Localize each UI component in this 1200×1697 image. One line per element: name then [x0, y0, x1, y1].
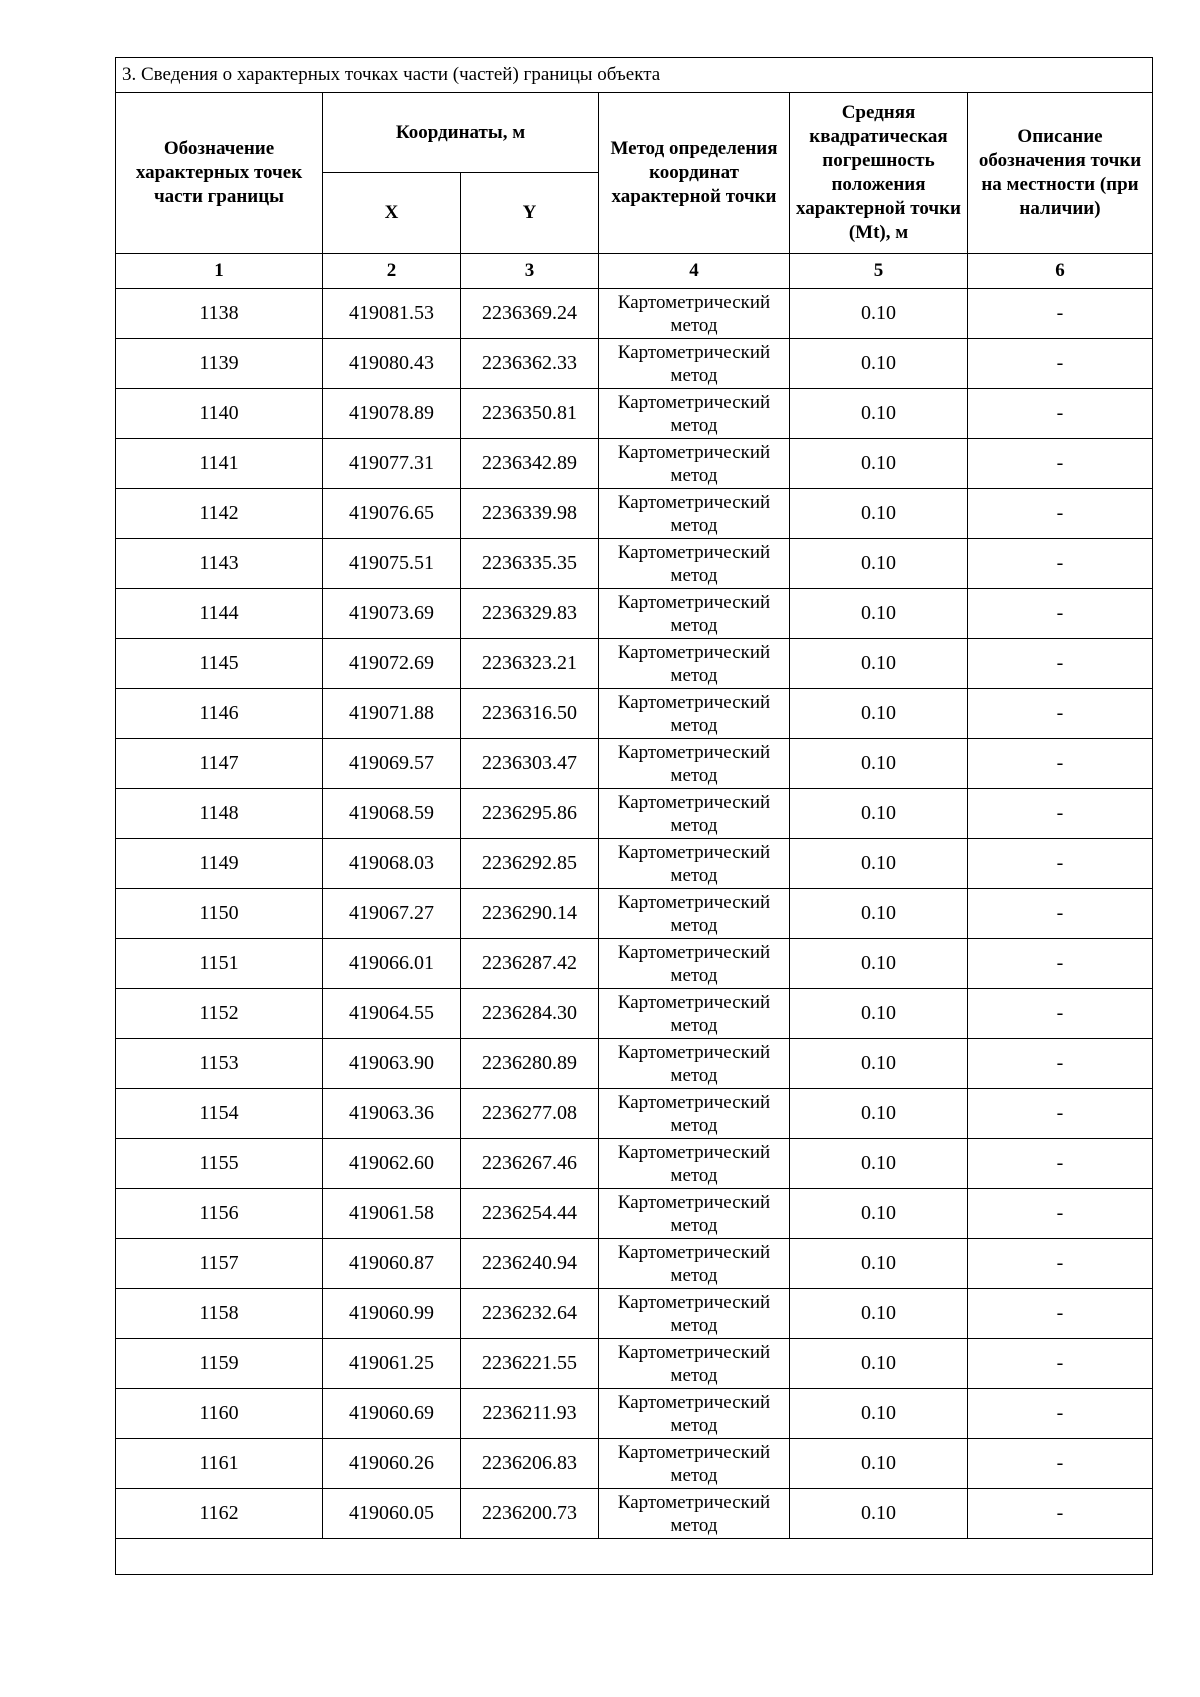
table-row	[116, 839, 1153, 889]
method-cell: Картометрический метод	[599, 1089, 790, 1139]
point-id-cell: 1159	[116, 1339, 323, 1389]
error-cell: 0.10	[790, 1439, 968, 1489]
description-cell: -	[968, 1439, 1153, 1489]
method-cell: Картометрический метод	[599, 1389, 790, 1439]
coord-x-cell: 419072.69	[323, 639, 461, 689]
description-cell: -	[968, 539, 1153, 589]
coord-y-cell: 2236369.24	[461, 289, 599, 339]
coord-x-cell: 419063.90	[323, 1039, 461, 1089]
error-cell: 0.10	[790, 989, 968, 1039]
description-cell: -	[968, 589, 1153, 639]
error-cell: 0.10	[790, 839, 968, 889]
coord-x-cell: 419073.69	[323, 589, 461, 639]
description-cell: -	[968, 1239, 1153, 1289]
coord-x-cell: 419066.01	[323, 939, 461, 989]
description-cell: -	[968, 739, 1153, 789]
method-cell: Картометрический метод	[599, 689, 790, 739]
description-cell: -	[968, 989, 1153, 1039]
coord-y-cell: 2236329.83	[461, 589, 599, 639]
coord-y-cell: 2236316.50	[461, 689, 599, 739]
point-id-cell: 1160	[116, 1389, 323, 1439]
table-row	[116, 1439, 1153, 1489]
table-row	[116, 1039, 1153, 1089]
method-cell: Картометрический метод	[599, 939, 790, 989]
table-row	[116, 1239, 1153, 1289]
coord-y-cell: 2236295.86	[461, 789, 599, 839]
coord-y-cell: 2236211.93	[461, 1389, 599, 1439]
coord-y-cell: 2236303.47	[461, 739, 599, 789]
section-title: 3. Сведения о характерных точках части (частей) границы объекта	[116, 58, 1153, 93]
coord-y-cell: 2236335.35	[461, 539, 599, 589]
description-cell: -	[968, 889, 1153, 939]
point-id-cell: 1148	[116, 789, 323, 839]
coord-y-cell: 2236221.55	[461, 1339, 599, 1389]
description-cell: -	[968, 389, 1153, 439]
point-id-cell: 1143	[116, 539, 323, 589]
description-cell: -	[968, 289, 1153, 339]
coord-x-cell: 419081.53	[323, 289, 461, 339]
point-id-cell: 1138	[116, 289, 323, 339]
table-row	[116, 1489, 1153, 1539]
header-x: X	[323, 173, 461, 254]
error-cell: 0.10	[790, 689, 968, 739]
column-number: 3	[461, 254, 599, 289]
table-row	[116, 639, 1153, 689]
column-number: 4	[599, 254, 790, 289]
method-cell: Картометрический метод	[599, 439, 790, 489]
coord-y-cell: 2236323.21	[461, 639, 599, 689]
table-row	[116, 439, 1153, 489]
description-cell: -	[968, 839, 1153, 889]
point-id-cell: 1157	[116, 1239, 323, 1289]
error-cell: 0.10	[790, 289, 968, 339]
error-cell: 0.10	[790, 339, 968, 389]
table-row	[116, 1289, 1153, 1339]
table-row	[116, 339, 1153, 389]
table-row	[116, 489, 1153, 539]
coord-x-cell: 419071.88	[323, 689, 461, 739]
error-cell: 0.10	[790, 739, 968, 789]
coord-x-cell: 419063.36	[323, 1089, 461, 1139]
coord-x-cell: 419068.03	[323, 839, 461, 889]
method-cell: Картометрический метод	[599, 489, 790, 539]
column-number-row	[116, 254, 1153, 289]
error-cell: 0.10	[790, 539, 968, 589]
header-designation: Обозначение характерных точек части границы	[116, 93, 323, 254]
coord-y-cell: 2236232.64	[461, 1289, 599, 1339]
description-cell: -	[968, 1039, 1153, 1089]
coord-x-cell: 419075.51	[323, 539, 461, 589]
empty-cell	[116, 1539, 1153, 1575]
table-row	[116, 689, 1153, 739]
error-cell: 0.10	[790, 1339, 968, 1389]
description-cell: -	[968, 1339, 1153, 1389]
coord-x-cell: 419060.99	[323, 1289, 461, 1339]
method-cell: Картометрический метод	[599, 889, 790, 939]
coord-x-cell: 419060.87	[323, 1239, 461, 1289]
error-cell: 0.10	[790, 1039, 968, 1089]
coord-y-cell: 2236280.89	[461, 1039, 599, 1089]
coord-x-cell: 419067.27	[323, 889, 461, 939]
method-cell: Картометрический метод	[599, 389, 790, 439]
coord-x-cell: 419060.05	[323, 1489, 461, 1539]
column-number: 5	[790, 254, 968, 289]
coord-y-cell: 2236277.08	[461, 1089, 599, 1139]
point-id-cell: 1151	[116, 939, 323, 989]
point-id-cell: 1158	[116, 1289, 323, 1339]
table-row	[116, 389, 1153, 439]
coord-y-cell: 2236240.94	[461, 1239, 599, 1289]
coord-x-cell: 419060.26	[323, 1439, 461, 1489]
point-id-cell: 1162	[116, 1489, 323, 1539]
table-row	[116, 1089, 1153, 1139]
table-row	[116, 939, 1153, 989]
method-cell: Картометрический метод	[599, 739, 790, 789]
error-cell: 0.10	[790, 639, 968, 689]
point-id-cell: 1142	[116, 489, 323, 539]
coord-x-cell: 419076.65	[323, 489, 461, 539]
table-row	[116, 589, 1153, 639]
table-row	[116, 1189, 1153, 1239]
table-row	[116, 789, 1153, 839]
description-cell: -	[968, 489, 1153, 539]
error-cell: 0.10	[790, 1139, 968, 1189]
column-number: 6	[968, 254, 1153, 289]
coord-x-cell: 419062.60	[323, 1139, 461, 1189]
point-id-cell: 1153	[116, 1039, 323, 1089]
description-cell: -	[968, 439, 1153, 489]
method-cell: Картометрический метод	[599, 1139, 790, 1189]
column-number: 1	[116, 254, 323, 289]
method-cell: Картометрический метод	[599, 839, 790, 889]
coord-y-cell: 2236339.98	[461, 489, 599, 539]
document-sheet	[115, 57, 1152, 1575]
description-cell: -	[968, 1189, 1153, 1239]
method-cell: Картометрический метод	[599, 1289, 790, 1339]
error-cell: 0.10	[790, 1189, 968, 1239]
coord-y-cell: 2236362.33	[461, 339, 599, 389]
coord-y-cell: 2236200.73	[461, 1489, 599, 1539]
point-id-cell: 1141	[116, 439, 323, 489]
coord-x-cell: 419077.31	[323, 439, 461, 489]
description-cell: -	[968, 1139, 1153, 1189]
method-cell: Картометрический метод	[599, 639, 790, 689]
point-id-cell: 1150	[116, 889, 323, 939]
method-cell: Картометрический метод	[599, 339, 790, 389]
description-cell: -	[968, 339, 1153, 389]
error-cell: 0.10	[790, 1289, 968, 1339]
error-cell: 0.10	[790, 439, 968, 489]
method-cell: Картометрический метод	[599, 539, 790, 589]
point-id-cell: 1139	[116, 339, 323, 389]
point-id-cell: 1155	[116, 1139, 323, 1189]
point-id-cell: 1144	[116, 589, 323, 639]
error-cell: 0.10	[790, 939, 968, 989]
boundary-points-table	[115, 57, 1153, 1575]
point-id-cell: 1147	[116, 739, 323, 789]
coord-y-cell: 2236342.89	[461, 439, 599, 489]
method-cell: Картометрический метод	[599, 1239, 790, 1289]
method-cell: Картометрический метод	[599, 1339, 790, 1389]
error-cell: 0.10	[790, 1489, 968, 1539]
coord-y-cell: 2236206.83	[461, 1439, 599, 1489]
table-row	[116, 889, 1153, 939]
header-method: Метод определения координат характерной точки	[599, 93, 790, 254]
coord-x-cell: 419068.59	[323, 789, 461, 839]
coord-y-cell: 2236292.85	[461, 839, 599, 889]
header-error: Средняя квадратическая погрешность положения характерной точки (Mt), м	[790, 93, 968, 254]
header-description: Описание обозначения точки на местности (при наличии)	[968, 93, 1153, 254]
method-cell: Картометрический метод	[599, 1439, 790, 1489]
coord-y-cell: 2236287.42	[461, 939, 599, 989]
coord-x-cell: 419078.89	[323, 389, 461, 439]
coord-y-cell: 2236350.81	[461, 389, 599, 439]
coord-y-cell: 2236267.46	[461, 1139, 599, 1189]
table-row	[116, 739, 1153, 789]
table-row	[116, 1389, 1153, 1439]
error-cell: 0.10	[790, 1089, 968, 1139]
method-cell: Картометрический метод	[599, 289, 790, 339]
point-id-cell: 1161	[116, 1439, 323, 1489]
column-number: 2	[323, 254, 461, 289]
description-cell: -	[968, 689, 1153, 739]
point-id-cell: 1145	[116, 639, 323, 689]
description-cell: -	[968, 1089, 1153, 1139]
point-id-cell: 1154	[116, 1089, 323, 1139]
description-cell: -	[968, 1489, 1153, 1539]
description-cell: -	[968, 1289, 1153, 1339]
method-cell: Картометрический метод	[599, 789, 790, 839]
method-cell: Картометрический метод	[599, 589, 790, 639]
error-cell: 0.10	[790, 789, 968, 839]
point-id-cell: 1149	[116, 839, 323, 889]
coord-y-cell: 2236290.14	[461, 889, 599, 939]
error-cell: 0.10	[790, 389, 968, 439]
point-id-cell: 1146	[116, 689, 323, 739]
table-row	[116, 1139, 1153, 1189]
header-coordinates: Координаты, м	[323, 93, 599, 173]
error-cell: 0.10	[790, 489, 968, 539]
description-cell: -	[968, 1389, 1153, 1439]
coord-x-cell: 419064.55	[323, 989, 461, 1039]
empty-row	[116, 1539, 1153, 1575]
error-cell: 0.10	[790, 889, 968, 939]
point-id-cell: 1140	[116, 389, 323, 439]
table-row	[116, 289, 1153, 339]
header-y: Y	[461, 173, 599, 254]
description-cell: -	[968, 639, 1153, 689]
coord-x-cell: 419061.58	[323, 1189, 461, 1239]
point-id-cell: 1152	[116, 989, 323, 1039]
coord-x-cell: 419060.69	[323, 1389, 461, 1439]
table-row	[116, 539, 1153, 589]
coord-y-cell: 2236254.44	[461, 1189, 599, 1239]
coord-y-cell: 2236284.30	[461, 989, 599, 1039]
method-cell: Картометрический метод	[599, 1039, 790, 1089]
method-cell: Картометрический метод	[599, 1189, 790, 1239]
method-cell: Картометрический метод	[599, 989, 790, 1039]
table-row	[116, 1339, 1153, 1389]
coord-x-cell: 419061.25	[323, 1339, 461, 1389]
description-cell: -	[968, 789, 1153, 839]
table-row	[116, 989, 1153, 1039]
description-cell: -	[968, 939, 1153, 989]
point-id-cell: 1156	[116, 1189, 323, 1239]
error-cell: 0.10	[790, 1389, 968, 1439]
coord-x-cell: 419080.43	[323, 339, 461, 389]
error-cell: 0.10	[790, 589, 968, 639]
coord-x-cell: 419069.57	[323, 739, 461, 789]
method-cell: Картометрический метод	[599, 1489, 790, 1539]
error-cell: 0.10	[790, 1239, 968, 1289]
